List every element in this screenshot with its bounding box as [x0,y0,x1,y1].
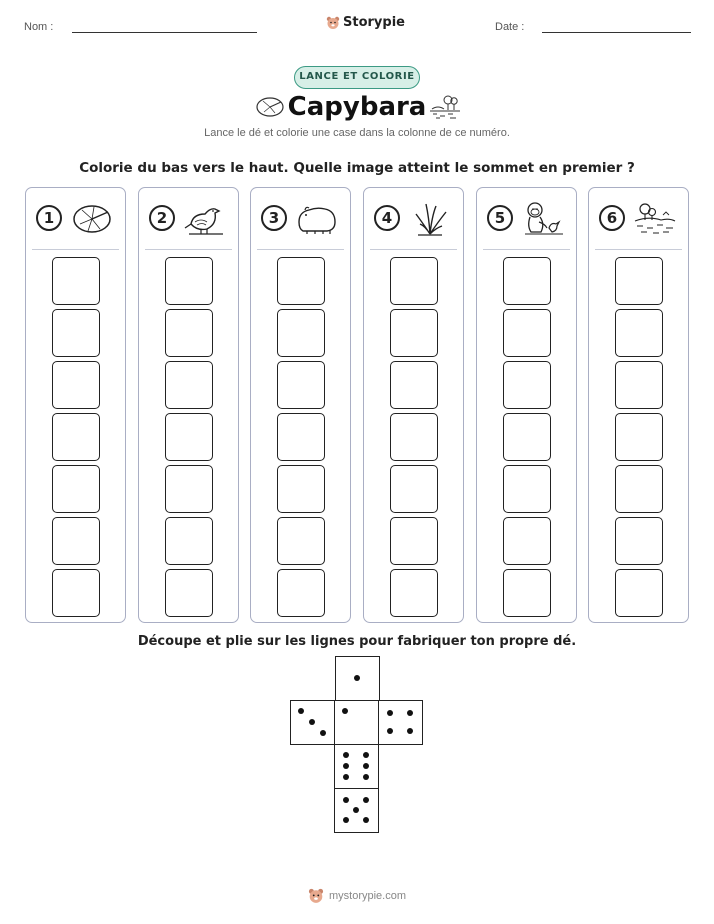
color-cell[interactable] [277,465,325,513]
column-2 [138,187,239,623]
lily-pad-icon [70,200,114,238]
column-1 [25,187,126,623]
color-cell[interactable] [277,361,325,409]
color-cell[interactable] [390,569,438,617]
column-divider [595,249,682,250]
dice-face-4 [378,700,423,745]
color-cell[interactable] [503,257,551,305]
color-cell[interactable] [52,361,100,409]
dice-pip [343,752,349,758]
color-cell[interactable] [277,569,325,617]
dice-pip [407,728,413,734]
activity-badge: LANCE ET COLORIE [294,66,420,89]
color-cell[interactable] [390,309,438,357]
color-cell[interactable] [390,257,438,305]
color-cell[interactable] [165,361,213,409]
color-cell[interactable] [52,517,100,565]
grass-icon [408,200,452,238]
color-cell[interactable] [503,361,551,409]
dice-pip [343,817,349,823]
coloring-instruction: Colorie du bas vers le haut. Quelle image atteint le sommet en premier ? [79,160,635,176]
bird-icon [183,200,227,238]
color-cell[interactable] [615,309,663,357]
color-cell[interactable] [52,413,100,461]
color-cell[interactable] [615,257,663,305]
dice-pip [363,774,369,780]
dice-pip [363,763,369,769]
color-cell[interactable] [277,517,325,565]
color-cell[interactable] [277,257,325,305]
color-cell[interactable] [52,569,100,617]
dice-face-1-center [334,700,379,745]
column-5 [476,187,577,623]
dice-face-1 [335,656,380,701]
dice-pip [320,730,326,736]
capybara-icon [295,200,339,238]
footer-url[interactable]: mystorypie.com [328,890,407,902]
color-cell[interactable] [165,517,213,565]
dice-pip [298,708,304,714]
color-cell[interactable] [503,569,551,617]
monkey-icon [521,200,565,238]
column-3 [250,187,351,623]
color-cell[interactable] [503,413,551,461]
landscape-icon [633,200,677,238]
column-number: 5 [487,205,513,231]
color-cell[interactable] [165,569,213,617]
column-number: 1 [36,205,62,231]
footer [0,888,714,904]
color-cell[interactable] [277,309,325,357]
brand-name: Storypie [343,15,405,30]
dice-face-6 [334,744,379,789]
color-cell[interactable] [52,465,100,513]
color-cell[interactable] [165,309,213,357]
color-cell[interactable] [390,517,438,565]
dice-pip [363,817,369,823]
column-divider [370,249,457,250]
dice-pip [363,797,369,803]
column-divider [32,249,119,250]
dice-pip [387,710,393,716]
dice-pip [309,719,315,725]
color-cell[interactable] [165,257,213,305]
column-number: 2 [149,205,175,231]
color-cell[interactable] [503,309,551,357]
dice-pip [354,675,360,681]
color-cell[interactable] [615,465,663,513]
color-cell[interactable] [503,465,551,513]
color-cell[interactable] [52,257,100,305]
dice-pip [342,708,348,714]
column-6 [588,187,689,623]
color-cell[interactable] [615,517,663,565]
dice-pip [407,710,413,716]
dice-pip [343,774,349,780]
color-cell[interactable] [165,465,213,513]
bear-footer-icon [308,888,324,904]
column-4 [363,187,464,623]
color-cell[interactable] [52,309,100,357]
color-cell[interactable] [390,465,438,513]
color-cell[interactable] [390,361,438,409]
column-number: 4 [374,205,400,231]
dice-net [290,656,425,836]
dice-face-3 [290,700,335,745]
dice-instruction: Découpe et plie sur les lignes pour fabriquer ton propre dé. [137,634,577,649]
color-cell[interactable] [615,361,663,409]
column-number: 3 [261,205,287,231]
name-line [72,32,257,33]
page-title: Capybara [287,92,427,122]
date-label: Date : [495,21,525,33]
color-cell[interactable] [390,413,438,461]
date-line [542,32,691,33]
dice-pip [363,752,369,758]
brand-logo [326,15,405,30]
color-cell[interactable] [165,413,213,461]
landscape-title-icon [428,94,462,120]
dice-pip [343,797,349,803]
color-cell[interactable] [277,413,325,461]
column-number: 6 [599,205,625,231]
color-cell[interactable] [615,413,663,461]
dice-pip [343,763,349,769]
column-divider [483,249,570,250]
name-label: Nom : [24,21,54,33]
color-cell[interactable] [503,517,551,565]
dice-pip [353,807,359,813]
column-divider [257,249,344,250]
page-subtitle: Lance le dé et colorie une case dans la colonne de ce numéro. [204,127,510,139]
dice-face-5 [334,788,379,833]
bear-logo-icon [326,16,340,30]
column-divider [145,249,232,250]
dice-pip [387,728,393,734]
color-cell[interactable] [615,569,663,617]
